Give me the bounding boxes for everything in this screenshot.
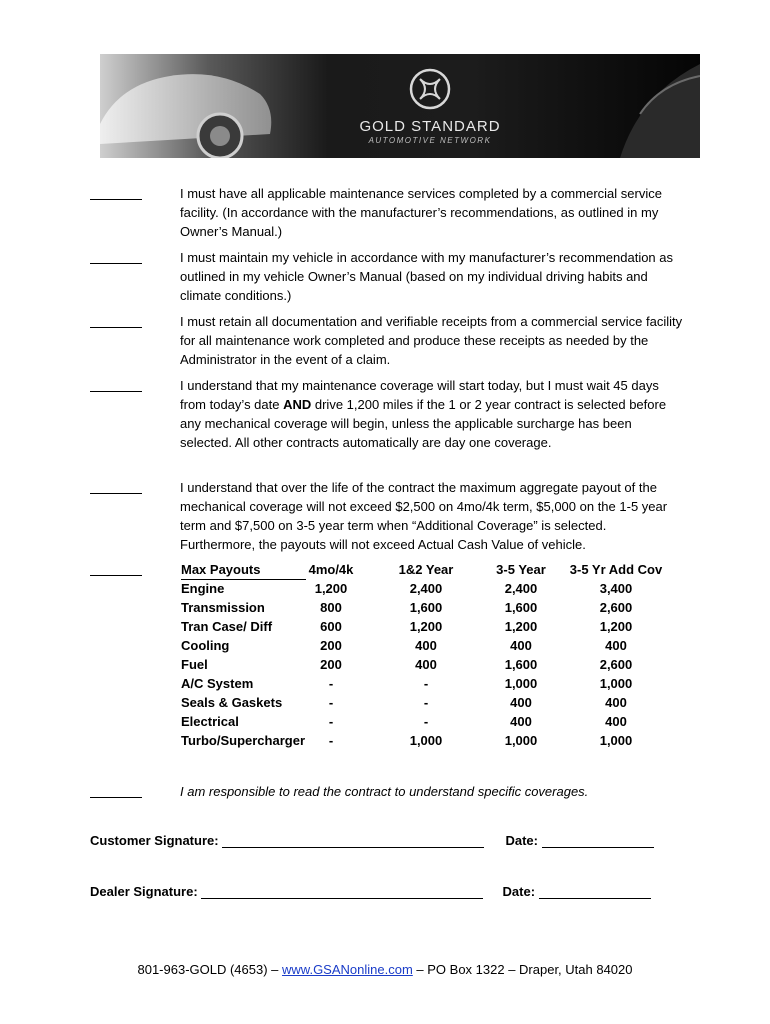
table-cell: 400 xyxy=(605,714,627,729)
table-cell: 400 xyxy=(415,638,437,653)
statement-text: I must retain all documentation and verifiable receipts from a commercial service facility for all maintenance work completed and produce these receipts as needed by the Administrator in the event of a claim. xyxy=(180,314,683,367)
table-cell: 400 xyxy=(415,657,437,672)
table-cell: 400 xyxy=(510,714,532,729)
dealer-date-field[interactable] xyxy=(539,884,651,899)
initials-blank[interactable] xyxy=(90,478,142,494)
table-header-cell: 1&2 Year xyxy=(398,562,454,577)
initials-blank[interactable] xyxy=(90,248,142,264)
statement-text xyxy=(180,376,685,452)
initials-blank[interactable] xyxy=(90,376,142,392)
website-link[interactable]: www.GSANonline.com xyxy=(282,962,413,977)
table-cell: 1,000 xyxy=(504,733,538,748)
table-cell: 2,600 xyxy=(599,657,633,672)
table-cell: Transmission xyxy=(181,600,265,615)
initials-blank[interactable] xyxy=(90,782,142,798)
statement-text: I understand that over the life of the contract the maximum aggregate payout of the mechanical coverage will not exceed $2,500 on 4mo/4k term, $5,000 on the 1-5 year term and $7,500 on 3-5 year term when “Additional Coverage” is selected. Furthermore, the payouts will not exceed Actual Cash Value of vehicle. xyxy=(180,480,668,552)
responsibility-text: I am responsible to read the contract to understand specific coverages. xyxy=(180,784,589,799)
table-cell: 1,000 xyxy=(409,733,443,748)
table-header-cell: 4mo/4k xyxy=(308,562,354,577)
table-cell: 1,600 xyxy=(504,657,538,672)
table-header-cell: Max Payouts xyxy=(181,560,306,580)
customer-signature-row xyxy=(90,833,654,848)
table-cell: 200 xyxy=(320,638,342,653)
statement-text: I must have all applicable maintenance services completed by a commercial service facility. (In accordance with the manufacturer’s recommendations, as outlined in my Owner’s Manual.) xyxy=(180,186,662,239)
table-cell: 1,000 xyxy=(599,676,633,691)
table-cell: Turbo/Supercharger xyxy=(181,733,306,748)
gold-standard-logo-icon xyxy=(400,64,460,114)
table-cell: 1,200 xyxy=(504,619,538,634)
statement-text: I must maintain my vehicle in accordance with my manufacturer’s recommendation as outlined in my vehicle Owner’s Manual (based on my individual driving habits and climate conditions.) xyxy=(180,250,674,303)
table-cell: 400 xyxy=(605,638,627,653)
table-cell: Fuel xyxy=(181,657,208,672)
statement-text-part: I understand that my maintenance coverage will start today, but I must wait 45 days from today’s date xyxy=(180,378,659,412)
table-cell: Engine xyxy=(181,581,225,596)
table-cell: 1,600 xyxy=(504,600,538,615)
dealer-date-label: Date: xyxy=(502,884,536,899)
table-cell: 400 xyxy=(605,695,627,710)
table-cell: 2,400 xyxy=(504,581,538,596)
header-banner xyxy=(100,54,700,158)
table-cell: 400 xyxy=(510,695,532,710)
table-cell: Seals & Gaskets xyxy=(181,695,283,710)
initials-blank[interactable] xyxy=(90,560,142,576)
table-cell: Tran Case/ Diff xyxy=(181,619,273,634)
table-cell: 1,600 xyxy=(409,600,443,615)
table-cell: 2,400 xyxy=(409,581,443,596)
table-cell: A/C System xyxy=(181,676,254,691)
brand-name: GOLD STANDARD xyxy=(359,118,501,135)
table-cell: 1,200 xyxy=(599,619,633,634)
table-cell: 1,200 xyxy=(314,581,348,596)
dealer-signature-row xyxy=(90,884,651,899)
table-cell: - xyxy=(423,695,429,710)
table-cell: Cooling xyxy=(181,638,230,653)
table-cell: - xyxy=(423,676,429,691)
table-cell: - xyxy=(423,714,429,729)
customer-signature-label: Customer Signature: xyxy=(90,833,219,848)
customer-date-label: Date: xyxy=(505,833,538,848)
brand-tagline: AUTOMOTIVE NETWORK xyxy=(368,136,492,145)
table-cell: 3,400 xyxy=(599,581,633,596)
table-cell: 400 xyxy=(510,638,532,653)
table-header-cell: 3-5 Year xyxy=(496,562,546,577)
table-cell: 1,000 xyxy=(504,676,538,691)
table-header-cell: 3-5 Yr Add Cov xyxy=(569,562,663,577)
table-cell: - xyxy=(328,695,334,710)
dealer-signature-label: Dealer Signature: xyxy=(90,884,198,899)
table-cell: 200 xyxy=(320,657,342,672)
table-cell: 1,000 xyxy=(599,733,633,748)
statement-text-part: drive 1,200 miles if the 1 or 2 year contract is selected before any mechanical coverage will begin, unless the applicable surcharge has been selected. All other contracts automatically are day one coverage. xyxy=(180,397,667,450)
customer-signature-field[interactable] xyxy=(222,833,484,848)
initials-blank[interactable] xyxy=(90,312,142,328)
table-cell: 2,600 xyxy=(599,600,633,615)
footer-address: – PO Box 1322 – Draper, Utah 84020 xyxy=(412,962,633,977)
customer-date-field[interactable] xyxy=(542,833,654,848)
table-cell: Electrical xyxy=(181,714,239,729)
footer-phone: 801-963-GOLD (4653) – xyxy=(137,962,283,977)
table-cell: 1,200 xyxy=(409,619,443,634)
table-cell: 600 xyxy=(320,619,342,634)
footer xyxy=(0,962,770,977)
table-cell: - xyxy=(328,714,334,729)
dealer-signature-field[interactable] xyxy=(201,884,483,899)
table-cell: 800 xyxy=(320,600,342,615)
statement-bold-and: AND xyxy=(283,397,312,412)
initials-blank[interactable] xyxy=(90,184,142,200)
table-cell: - xyxy=(328,676,334,691)
table-cell: - xyxy=(328,733,334,748)
